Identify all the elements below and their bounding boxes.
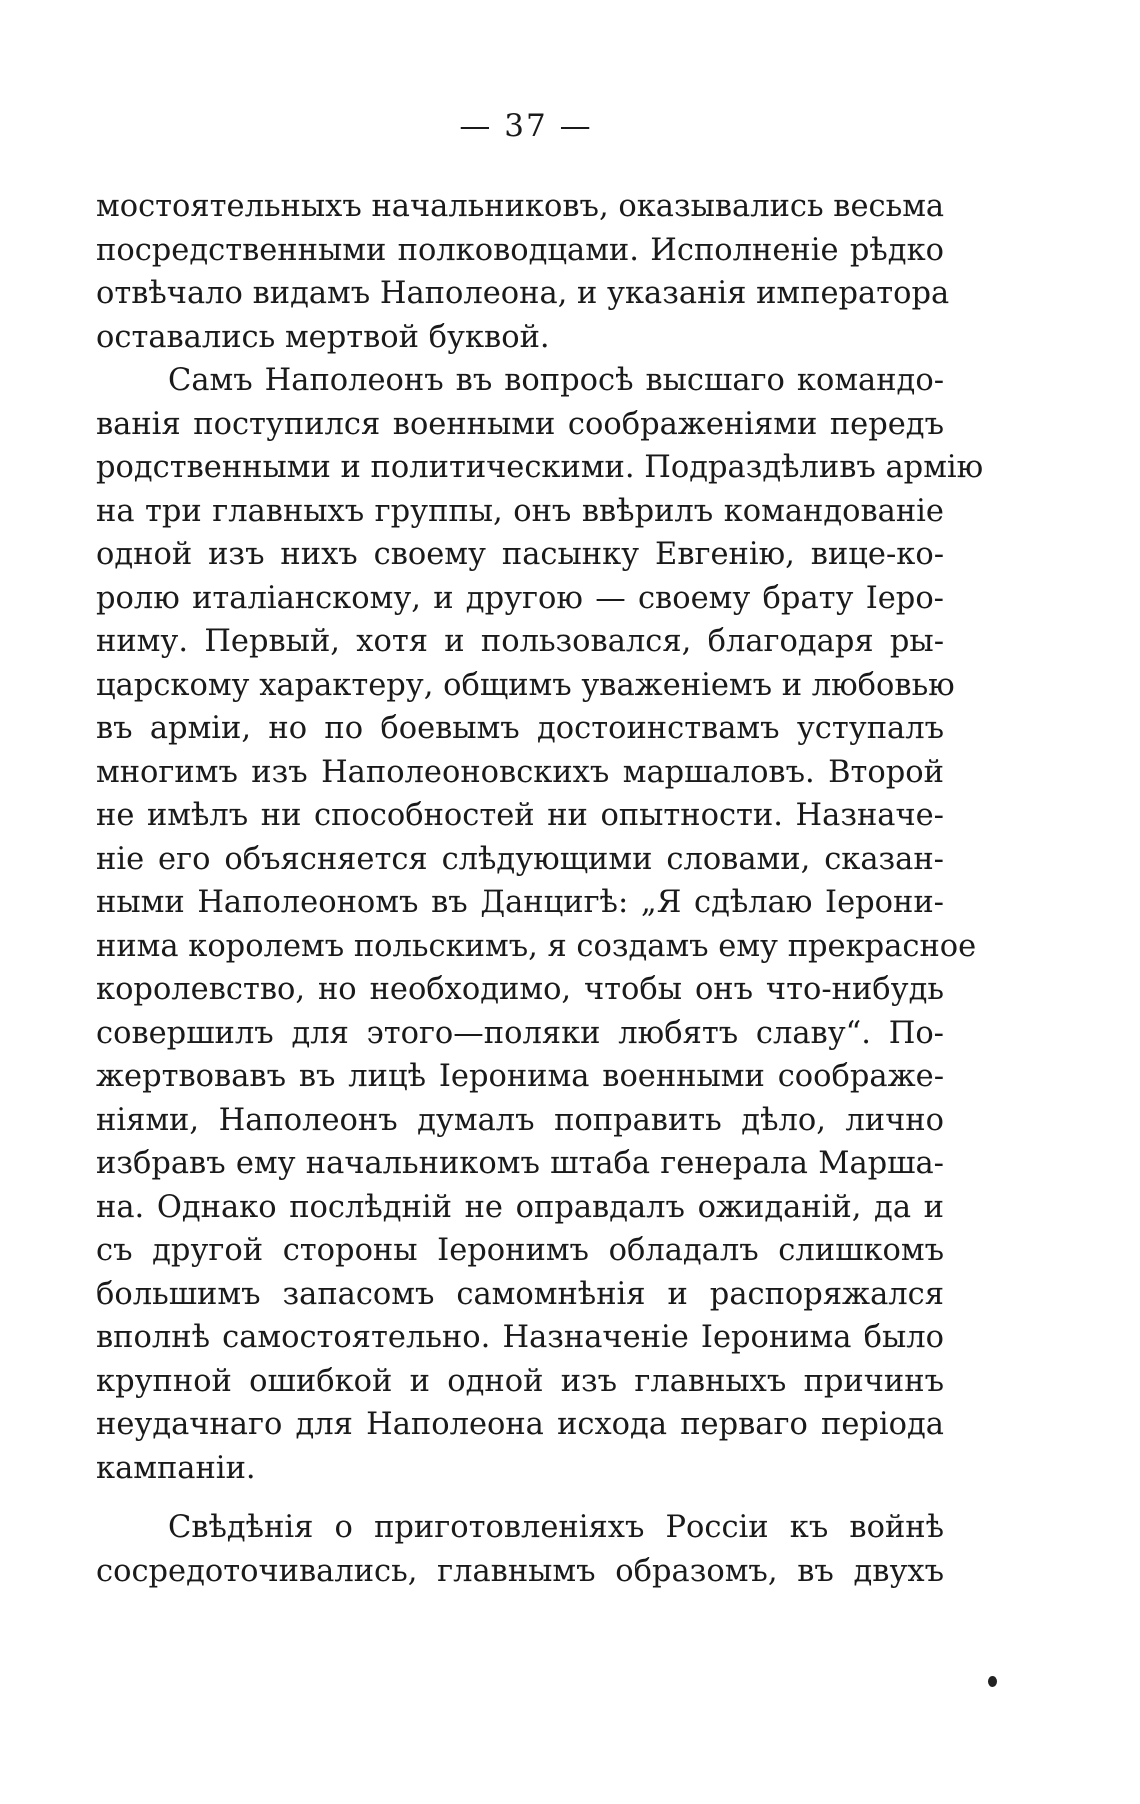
text-line: вполнѣ самостоятельно. Назначеніе Іеронима было — [96, 1320, 944, 1355]
text-line: крупной ошибкой и одной изъ главныхъ причинъ — [96, 1363, 944, 1399]
text-line: неудачнаго для Наполеона исхода перваго періода — [96, 1407, 944, 1442]
paragraph-2 — [96, 359, 984, 1490]
text-line: ванія поступился военными соображеніями передъ — [96, 406, 944, 442]
text-line: многимъ изъ Наполеоновскихъ маршаловъ. Второй — [96, 754, 944, 790]
text-line: родственными и политическими. Подраздѣливъ армію — [96, 450, 984, 485]
text-line: кампаніи. — [96, 1450, 256, 1486]
paragraph-1 — [96, 185, 950, 359]
text-line: мостоятельныхъ начальниковъ, оказывались весьма — [96, 189, 945, 224]
text-line: Самъ Наполеонъ въ вопросѣ высшаго командо- — [168, 363, 944, 398]
text-line: большимъ запасомъ самомнѣнія и распоряжался — [96, 1276, 944, 1312]
text-line: въ арміи, но по боевымъ достоинствамъ уступалъ — [96, 711, 944, 746]
text-line: на. Однако послѣдній не оправдалъ ожиданій, да и — [96, 1189, 944, 1225]
text-line: ролю италіанскому, и другою — своему брату Іеро- — [96, 580, 944, 616]
text-line: съ другой стороны Іеронимъ обладалъ слишкомъ — [96, 1233, 944, 1268]
text-line: оставались мертвой буквой. — [96, 319, 550, 355]
text-line: царскому характеру, общимъ уваженіемъ и любовью — [96, 667, 955, 703]
text-line: ниму. Первый, хотя и пользовался, благодаря ры- — [96, 624, 944, 659]
text-line: Свѣдѣнія о приготовленіяхъ Россіи къ войнѣ — [168, 1510, 944, 1545]
page-number: — 37 — — [459, 108, 593, 144]
text-line: на три главныхъ группы, онъ ввѣрилъ командованіе — [96, 493, 944, 529]
text-line: избравъ ему начальникомъ штаба генерала Марша- — [96, 1146, 944, 1181]
text-line: ніе его объясняется слѣдующими словами, сказан- — [96, 841, 944, 877]
text-line: ніями, Наполеонъ думалъ поправить дѣло, лично — [96, 1102, 944, 1138]
ink-dot-mark — [988, 1676, 997, 1687]
text-line: жертвовавъ въ лицѣ Іеронима военными соображе- — [96, 1059, 944, 1094]
text-line: совершилъ для этого—поляки любятъ славу“. По- — [96, 1015, 944, 1051]
text-line: одной изъ нихъ своему пасынку Евгенію, вице-ко- — [96, 537, 944, 572]
text-line: не имѣлъ ни способностей ни опытности. Назначе- — [96, 798, 944, 833]
text-line: отвѣчало видамъ Наполеона, и указанія императора — [96, 276, 950, 311]
text-line: королевство, но необходимо, чтобы онъ что-нибудь — [96, 972, 944, 1007]
text-line: посредственными полководцами. Исполненіе рѣдко — [96, 232, 944, 268]
text-line: сосредоточивались, главнымъ образомъ, въ двухъ — [96, 1553, 944, 1589]
text-line: нима королемъ польскимъ, я создамъ ему прекрасное — [96, 928, 977, 964]
paragraph-3 — [96, 1506, 944, 1593]
text-line: ными Наполеономъ въ Данцигѣ: „Я сдѣлаю Іерони- — [96, 885, 944, 920]
